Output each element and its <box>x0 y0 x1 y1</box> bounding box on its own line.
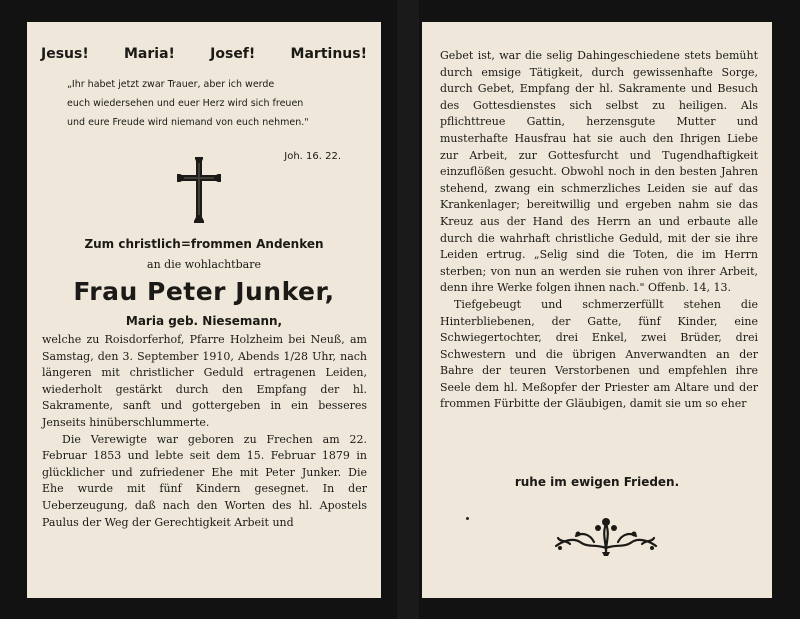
saint-martinus: Martinus! <box>290 46 367 62</box>
honorific: an die wohlachtbare <box>147 258 261 271</box>
saint-josef: Josef! <box>210 46 256 62</box>
right-paragraph-2: Tiefgebeugt und schmerzerfüllt stehen die Hinterbliebenen, der Gatte, fünf Kinder, eine Schwiegertochter, drei Enkel, zwei Brüder, drei Schwestern und die übrigen Anverwandten an der Bahre der teuren Verstorbenen und empfehlen ihre Seele dem hl. Meßopfer der Priester am Altare und der frommen Fürbitte der Gläubigen, damit sie um so eher <box>440 297 758 411</box>
right-paragraph-1: Gebet ist, war die selig Dahingeschiedene stets bemüht durch emsige Tätigkeit, durch gewissenhafte Sorge, durch Gebet, Empfang der hl. Sakramente und Besuch des Gottesdienstes sich selbst zu heiligen. Als pflichttreue Gattin, herzensgute Mutter und musterhafte Hausfrau hat sie auch den Ihrigen Liebe zur Arbeit, zur Gottesfurcht und Tugendhaftigkeit einzuflößen gesucht. Obwohl noch in den besten Jahren stehend, zwang ein schmerzliches Leiden sie auf das Krankenlager; bereitwillig und ergeben nahm sie das Kreuz aus der Hand des Herrn an und erbaute alle durch die wahrhaft christliche Geduld, mit der sie ihre Leiden ertrug. „Selig sind die Toten, die im Herrn sterben; von nun an werden sie ruhen von ihrer Arbeit, denn ihre Werke folgen ihnen nach." Offenb. 14, 13. <box>440 49 758 295</box>
saint-jesus: Jesus! <box>41 46 89 62</box>
floral-ornament-icon <box>550 512 662 556</box>
left-paragraph-2: Die Verewigte war geboren zu Frechen am 22. Februar 1853 und lebte seit dem 15. Februar 1879 in glücklicher und zufriedener Ehe mit Peter Junker. Die Ehe wurde mit fünf Kindern gesegnet. In der Ueberzeugung, daß nach den Worten des hl. Apostels Paulus der Weg der Gerechtigkeit Arbeit und <box>42 432 367 529</box>
quote-line-2: euch wiedersehen und euer Herz wird sich freuen <box>67 98 304 109</box>
saint-maria: Maria! <box>123 46 175 62</box>
closing-line: ruhe im ewigen Frieden. <box>514 475 680 489</box>
card-fold <box>397 0 419 619</box>
memorial-line: Zum christlich=frommen Andenken <box>84 237 324 251</box>
bible-quote <box>67 75 371 132</box>
quote-line-1: „Ihr habet jetzt zwar Trauer, aber ich werde <box>67 79 275 90</box>
saints-invocation <box>41 46 367 62</box>
cross-icon <box>175 155 223 225</box>
right-body-text <box>440 48 758 413</box>
left-panel <box>27 22 381 598</box>
ink-dot <box>466 517 469 520</box>
deceased-name: Frau Peter Junker, <box>73 277 335 306</box>
left-paragraph-1: welche zu Roisdorferhof, Pfarre Holzheim bei Neuß, am Samstag, den 3. September 1910, Abends 1/28 Uhr, nach längeren mit christlicher Geduld ertragenen Leiden, wiederholt gestärkt durch den Empfang der hl. Sakramente, sanft und gottergeben in ein besseres Jenseits hinüberschlummerte. <box>42 333 367 429</box>
right-panel <box>422 22 772 598</box>
maiden-name: Maria geb. Niesemann, <box>125 314 283 328</box>
quote-reference: Joh. 16. 22. <box>284 151 341 162</box>
quote-line-3: und eure Freude wird niemand von euch nehmen." <box>67 117 309 128</box>
left-body-text <box>42 332 367 531</box>
